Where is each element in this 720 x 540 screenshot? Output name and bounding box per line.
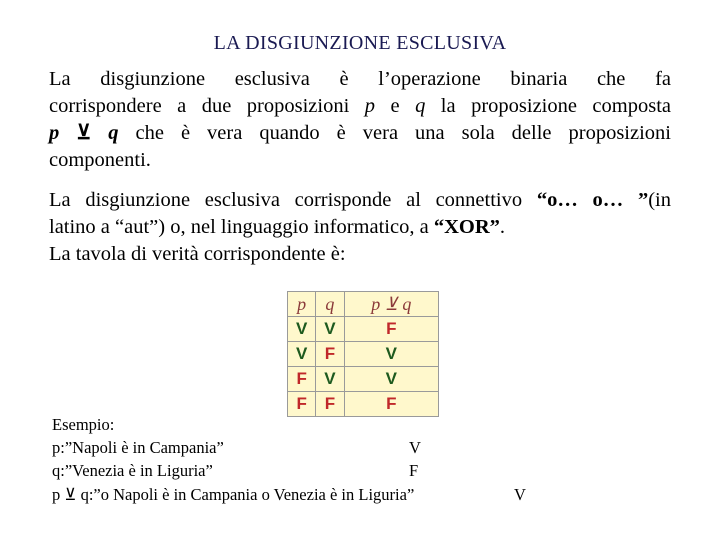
truth-table [287, 291, 439, 417]
connective-line-2: latino a “aut”) o, nel linguaggio informatico, a “XOR”. [49, 216, 506, 238]
cell: F [288, 392, 316, 417]
definition-line-1: La disgiunzione esclusiva è l’operazione binaria che fa [49, 68, 671, 90]
example-p-text: p:”Napoli è in Campania” [52, 438, 224, 457]
page-title: LA DISGIUNZIONE ESCLUSIVA [213, 32, 507, 54]
cell: V [344, 367, 438, 392]
example-p-value: V [409, 438, 421, 457]
cell: V [288, 317, 316, 342]
cell: F [316, 392, 344, 417]
definition-paragraph [49, 66, 671, 174]
cell: V [316, 317, 344, 342]
cell: F [344, 392, 438, 417]
truth-table-intro: La tavola di verità corrispondente è: [49, 243, 346, 265]
header-p-xor-q: p ⊻ q [344, 292, 438, 317]
example-q-text: q:”Venezia è in Liguria” [52, 461, 213, 480]
example-q-value: F [409, 461, 419, 480]
cell: V [316, 367, 344, 392]
definition-line-3: p ⊻ q che è vera quando è vera una sola delle proposizioni [49, 122, 671, 144]
cell: V [344, 342, 438, 367]
header-q: q [316, 292, 344, 317]
header-p: p [288, 292, 316, 317]
table-row [288, 367, 439, 392]
definition-line-2: corrispondere a due proposizioni p e q la proposizione composta [49, 95, 671, 117]
truth-table-header-row [288, 292, 439, 317]
example-heading: Esempio: [52, 415, 115, 434]
cell: V [288, 342, 316, 367]
connective-line-1: La disgiunzione esclusiva corrisponde al connettivo “o… o… ”(in [49, 189, 672, 211]
cell: F [344, 317, 438, 342]
example-pq-value: V [514, 485, 526, 504]
cell: F [316, 342, 344, 367]
connective-paragraph [49, 187, 671, 268]
definition-line-4: componenti. [49, 149, 151, 171]
table-row [288, 342, 439, 367]
table-row [288, 392, 439, 417]
table-row [288, 317, 439, 342]
example-pq-text: p ⊻ q:”o Napoli è in Campania o Venezia è in Liguria” [52, 485, 415, 504]
cell: F [288, 367, 316, 392]
